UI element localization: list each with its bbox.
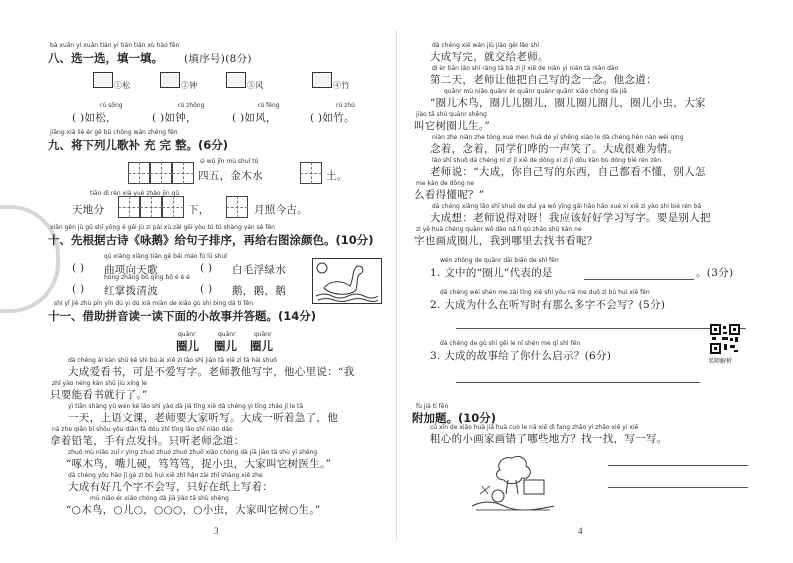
story-pinyin: jiào tā shù quānr shēng: [416, 111, 487, 118]
story-title-pinyin-2: quānr: [218, 331, 236, 338]
story-line: 老师说：“大成，你自己写的东西，自己都看不懂，别人怎: [430, 166, 706, 178]
story-title-pinyin-3: quānr: [254, 331, 272, 338]
story-line: 字也画成圈儿，我到哪里去找书看呢？: [414, 235, 598, 247]
story-line: 大成有好几个字不会写，只好在纸上写着：: [68, 481, 274, 493]
poem-line-4: 鹅，鹅，鹅: [232, 285, 286, 297]
story-pinyin: zhuó mù niǎo zuǐ r yìng zhuó zhuó zhuó zhuō xiǎo chóng dà jiā jiào tā shù yī shēng: [68, 449, 318, 456]
story-line: 叫它树圈儿生。”: [414, 120, 491, 132]
s8-title: 八、选一选，填一填。: [48, 51, 163, 65]
s9-pinyin: jiāng xià liè ér gē bǔ chōng wán zhěng fēn: [50, 129, 178, 136]
s10-title: 十、先根据古诗《咏鹅》给句子排序，再给右图涂颜色。(10分): [48, 233, 374, 247]
pine-image: [93, 72, 113, 88]
q8-2-pinyin: rú zhōng: [178, 102, 205, 109]
poem-line-3: 红掌拨清波: [104, 285, 158, 297]
q8-2: ( )如钟，: [152, 112, 197, 124]
story-pinyin: me kàn de dǒng ne: [416, 180, 475, 187]
fujia-pinyin: fù jiā tí fēn: [416, 403, 449, 410]
story-pinyin: ná zhe qiān bǐ shǒu yǒu diǎn fā dǒu zhǐ tīng lǎo shī niàn dào: [52, 426, 233, 433]
story-title-3: 圈儿: [250, 339, 273, 353]
wind-image: [226, 72, 246, 88]
q8-3-pinyin: rú fēng: [258, 102, 280, 109]
poem-line-2: 白毛浮绿水: [232, 264, 286, 276]
row1-text-a: 四五，金木水: [198, 170, 263, 182]
poem-blank-1: ( ): [72, 262, 85, 274]
story-pinyin: dì èr tiān lǎo shī ràng tā bǎ zì jǐ xiě de niàn yi niàn tā niàn dào: [432, 65, 619, 72]
story-line: 大成写完，就交给老师。: [430, 51, 549, 63]
story-line: 念着，念着，同学们哗的一声笑了。大成很难为情。: [430, 143, 679, 155]
row2-text-b: 下，: [188, 204, 210, 216]
fujia-title: 附加题。(10分): [412, 411, 497, 425]
watermark-stamp: [0, 205, 60, 313]
story-pinyin: dà chéng xiǎng lǎo shī shuō de duì ya wǒ yīng gāi hǎo hǎo xué xí xiě zì yào shi bié rén bǎ: [432, 203, 702, 210]
q8-4-pinyin: rú zhú: [336, 102, 355, 109]
poem-blank-3: ( ): [72, 283, 85, 295]
box-guide: [128, 173, 150, 174]
q3-text: 3. 大成的故事给了你什么启示？(6分): [430, 350, 612, 362]
row1-pinyin: sì wǔ jīn mù shuǐ tǔ: [200, 158, 259, 165]
box-guide: [226, 207, 248, 208]
q8-1-pinyin: rú sōng: [100, 102, 123, 109]
story-line: 大成想：老师说得对呀！我应该好好学习写字。要是别人把: [430, 212, 711, 224]
q2-text: 2. 大成为什么在听写时有那么多字不会写？(5分): [430, 299, 666, 311]
story-line: 拿着铅笔，手有点发抖。只听老师念道：: [50, 435, 245, 447]
bamboo-image: [312, 72, 332, 88]
story-pinyin: yì tiān shàng yǔ wén kè lǎo shī yào dà jiā tīng xiě dà chéng yì tīng zháo jí le tā: [68, 403, 304, 410]
qr-code-icon[interactable]: [710, 324, 740, 354]
bell-image: [160, 72, 180, 88]
story-pinyin: dà chéng xiě wán jiù jiāo gěi lǎo shī: [432, 42, 540, 49]
story-pinyin: niàn zhe niàn zhe tóng xué men huā de yì shēng xiào le dà chéng hěn nán wéi qíng: [432, 134, 684, 141]
goose-image: [312, 258, 382, 304]
q1-answer-line[interactable]: [584, 279, 694, 280]
box-guide: [118, 207, 140, 208]
page-number-right: 4: [578, 526, 583, 536]
story-title-pinyin-1: quānr: [178, 331, 196, 338]
story-pinyin: zì yě huà chéng quānr wǒ dào nǎ lǐ qù zhǎo shū kàn ne: [416, 226, 582, 233]
s9-title: 九、将下列儿歌补 充 完 整。(6分): [48, 138, 229, 152]
s8-pinyin: bā xuǎn yi xuǎn tián yi tián tián xù hào fēn: [50, 42, 180, 49]
qr-caption: 名师解析: [708, 358, 733, 365]
poem-blank-4: ( ): [200, 283, 213, 295]
box-guide: [172, 173, 194, 174]
story-line: 大成爱看书，可是不爱写字。老师教他写字，他心里说：“我: [68, 366, 355, 378]
box-guide: [140, 207, 162, 208]
q8-3: ( )如风，: [232, 112, 277, 124]
label-3: ③风: [247, 81, 264, 90]
box-guide: [162, 207, 184, 208]
s10-pinyin: xiān gēn jù gǔ shī yǒng é gěi jù zi pái xù zài gěi yòu tú tú shàng yán sè fēn: [50, 224, 275, 231]
story-line: “○木鸟，○儿○，○○○，○小虫，大家叫它树○生。”: [66, 504, 321, 516]
fujia-question: 粗心的小画家画错了哪些地方？找一找，写一写。: [430, 433, 668, 445]
q8-4: ( )如竹。: [310, 112, 355, 124]
story-pinyin: dà chéng ài kàn shū kě shì bú ài xiě zì lǎo shī jiào tā xiě zì tā hái shuō: [68, 357, 277, 364]
s8-note: (填序号)(8分): [184, 53, 252, 65]
row2-pinyin: tiān dì rén xià yuè zhào jīn gǔ: [90, 190, 180, 197]
poem-blank-2: ( ): [200, 262, 213, 274]
q3-pinyin: dà chéng de gù shi gěi le nǐ shén me qǐ shì fēn: [440, 340, 581, 347]
q1-score: 。(3分): [696, 267, 734, 279]
page-divider: [396, 30, 397, 540]
q3-answer-line[interactable]: [456, 382, 700, 383]
story-pinyin: mù niǎo ér xiǎo chóng dà jiā jiào tā shù shēng: [90, 495, 229, 502]
s11-title: 十一、借助拼音读一读下面的小故事并答题。(14分): [48, 309, 317, 323]
row2-text-c: 月照今古。: [254, 204, 308, 216]
q8-1: ( )如松，: [72, 112, 117, 124]
painter-image: [468, 450, 558, 514]
label-2: ②钟: [181, 81, 198, 90]
poem-line-1: 曲项向天歌: [104, 264, 158, 276]
fujia-q-pinyin: cū xīn de xiǎo huà jiā huà cuò le nǎ xiē dì fang zhǎo yi zhǎo xiě yi xiě: [430, 424, 639, 431]
page-number-left: 3: [214, 526, 219, 536]
story-pinyin: quānr mù niǎo quānr ér quānr quānr quānr xiǎo chóng dà jiā: [444, 88, 627, 95]
s10-line1-pinyin: qū xiàng xiàng tiān gē bái máo fú lǜ shuǐ: [104, 253, 227, 260]
fujia-answer-line-1[interactable]: [608, 465, 748, 466]
q2-answer-line[interactable]: [456, 328, 746, 329]
story-pinyin: zhǐ yào néng kàn shū jiù xíng le: [52, 380, 147, 387]
story-line: 只要能看书就行了。”: [50, 389, 148, 401]
fujia-answer-line-2[interactable]: [608, 487, 748, 488]
label-1: ①松: [114, 81, 131, 90]
box-guide: [150, 173, 172, 174]
story-title-1: 圈儿: [176, 339, 199, 353]
q1-pinyin: wén zhōng de quānr dài biǎo de shì fēn: [440, 257, 559, 264]
story-line: 一天，上语文课，老师要大家听写。大成一听着急了，他: [68, 412, 338, 424]
story-pinyin: lǎo shī shuō dà chéng nǐ zì jǐ xiě de dōng xi zì jǐ dōu kàn bù dǒng bié rén zěn: [432, 157, 662, 164]
box-guide: [300, 173, 322, 174]
story-line: “啄木鸟，嘴儿硬，笃笃笃，捉小虫，大家叫它树医生。”: [66, 458, 332, 470]
row2-text-a: 天地分: [72, 204, 105, 216]
s11-pinyin: shí yī jiè zhù pīn yīn dú yi dú xià miàn de xiǎo gù shi bìng dá tí fēn: [54, 300, 254, 307]
story-line: 第二天，老师让他把自己写的念一念。他念道：: [430, 74, 657, 86]
s10-line2-pinyin: hóng zhǎng bō qīng bō é é é: [104, 274, 190, 281]
q1-text: 1. 文中的“圈儿”代表的是: [430, 267, 553, 279]
story-line: 么看得懂呢？”: [414, 189, 485, 201]
q2-pinyin: dà chéng wèi shén me zài tīng xiě shí yǒu nà me duō zì bú huì xiě fēn: [440, 289, 650, 296]
row1-text-b: 土。: [326, 170, 348, 182]
story-title-2: 圈儿: [214, 339, 237, 353]
story-pinyin: dà chéng yǒu hǎo jǐ gè zì bú huì xiě zhǐ hǎo zài zhǐ shàng xiě zhe: [68, 472, 263, 479]
label-4: ④竹: [333, 81, 350, 90]
story-line: “圈儿木鸟，圈儿儿圈儿，圈儿圈儿圈儿，圈儿小虫，大家: [430, 97, 706, 109]
